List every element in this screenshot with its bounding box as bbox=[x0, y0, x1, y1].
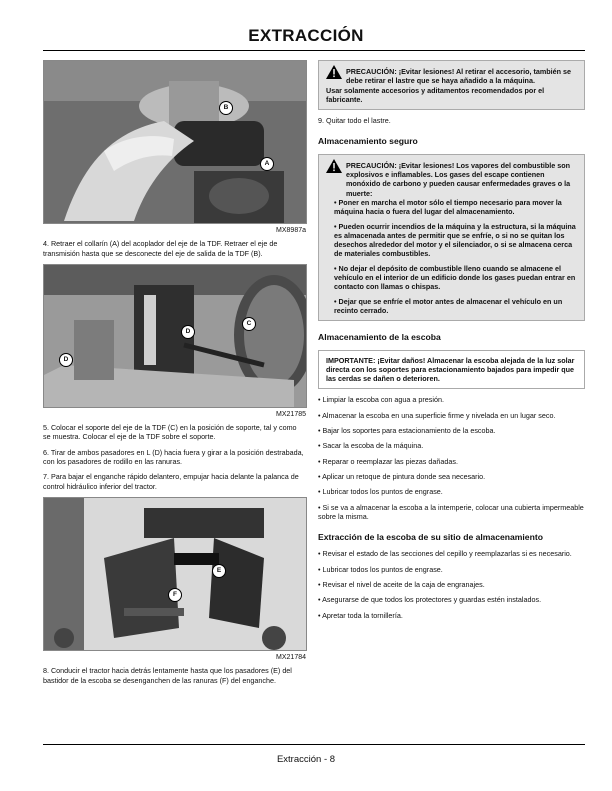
figure-pto-coupler bbox=[43, 60, 307, 224]
list-item: • Revisar el nivel de aceite de la caja de engranajes. bbox=[318, 579, 485, 589]
step-8: 8. Conducir el tractor hacia detrás lentamente hasta que los pasadores (E) del bastidor de la escoba se desenganchen de las ranuras (F) del enganche. bbox=[43, 666, 292, 685]
callout-a: A bbox=[260, 157, 274, 171]
footer-rule bbox=[43, 744, 585, 745]
list-item: • Reparar o reemplazar las piezas dañadas. bbox=[318, 456, 458, 466]
broom-hitch-photo bbox=[44, 498, 306, 650]
figure-caption: MX8987a bbox=[276, 227, 306, 234]
figure-pto-support bbox=[43, 264, 307, 408]
caution-bullet: • No dejar el depósito de combustible lleno cuando se almacene el vehículo en el interior de un edificio donde los gases puedan entrar en contacto con llamas o chispas. bbox=[334, 263, 576, 292]
right-column bbox=[318, 60, 585, 626]
list-item: • Asegurarse de que todos los protectores y guardas estén instalados. bbox=[318, 595, 542, 605]
list-item: • Limpiar la escoba con agua a presión. bbox=[318, 395, 444, 405]
left-column bbox=[43, 60, 306, 691]
list-item: • Apretar toda la tornillería. bbox=[318, 610, 403, 620]
step-5: 5. Colocar el soporte del eje de la TDF (C) en la posición de soporte, tal y como se muestra. Colocar el eje de la TDF sobre el soporte. bbox=[43, 423, 297, 442]
broom-storage-list bbox=[318, 395, 585, 521]
list-item: • Aplicar un retoque de pintura donde sea necesario. bbox=[318, 471, 486, 481]
list-item: • Si se va a almacenar la escoba a la intemperie, colocar una cubierta impermeable sobre la misma. bbox=[318, 502, 584, 521]
callout-b: B bbox=[219, 101, 233, 115]
list-item: • Lubricar todos los puntos de engrase. bbox=[318, 487, 443, 497]
list-item: • Sacar la escoba de la máquina. bbox=[318, 441, 424, 451]
figure-caption: MX21784 bbox=[276, 653, 306, 661]
callout-d-left: D bbox=[59, 353, 73, 367]
list-item: • Bajar los soportes para estacionamiento de la escoba. bbox=[318, 426, 496, 436]
callout-d: D bbox=[181, 325, 195, 339]
figure-broom-hitch bbox=[43, 497, 307, 651]
caution-text: Usar solamente accesorios y aditamentos recomendados por el fabricante. bbox=[326, 85, 545, 104]
callout-f: F bbox=[168, 588, 182, 602]
broom-removal-list bbox=[318, 549, 585, 619]
list-item: • Lubricar todos los puntos de engrase. bbox=[318, 564, 443, 574]
caution-bullet: • Pueden ocurrir incendios de la máquina y la estructura, si la máquina es almacenada antes de permitir que se enfríe, o si no se quitan los desechos alrededor del motor y el silenciador, o si se almacena cerca de materiales combustibles. bbox=[334, 221, 576, 259]
step-9: 9. Quitar todo el lastre. bbox=[318, 116, 391, 126]
caution-bullet: • Dejar que se enfríe el motor antes de almacenar el vehículo en un recinto cerrado. bbox=[334, 296, 563, 315]
callout-c: C bbox=[242, 317, 256, 331]
warning-triangle-icon bbox=[326, 159, 342, 173]
caution-text: PRECAUCIÓN: ¡Evitar lesiones! Los vapores del combustible son explosivos e inflamables. Los gases del escape contienen monóxido de carbono y pueden causar enfermedades graves o la muerte: bbox=[346, 160, 571, 198]
list-item: • Revisar el estado de las secciones del cepillo y reemplazarlas si es necesario. bbox=[318, 549, 572, 559]
header-rule bbox=[43, 50, 585, 51]
important-box bbox=[318, 350, 585, 390]
pto-coupler-photo bbox=[44, 61, 306, 223]
step-6: 6. Tirar de ambos pasadores en L (D) hacia fuera y girar a la posición destrabada, con los pasadores de rodillo en las ranuras. bbox=[43, 447, 304, 467]
figure-caption: MX21785 bbox=[276, 410, 306, 418]
caution-box-storage bbox=[318, 154, 585, 321]
step-4: 4. Retraer el collarín (A) del acoplador del eje de la TDF. Retraer el eje de transmisión hasta que se desconecte del eje de salida de la TDF (B). bbox=[43, 239, 278, 258]
pto-support-photo bbox=[44, 265, 306, 407]
caution-text: PRECAUCIÓN: ¡Evitar lesiones! Al retirar el accesorio, también se debe retirar el lastre que se haya añadido a la máquina. bbox=[346, 67, 572, 86]
section-heading: Almacenamiento de la escoba bbox=[318, 332, 441, 343]
section-heading: Almacenamiento seguro bbox=[318, 136, 418, 147]
page-title: EXTRACCIÓN bbox=[248, 26, 364, 45]
list-item: • Almacenar la escoba en una superficie firme y nivelada en un lugar seco. bbox=[318, 410, 556, 420]
section-heading: Extracción de la escoba de su sitio de almacenamiento bbox=[318, 532, 543, 543]
callout-e: E bbox=[212, 564, 226, 578]
page-footer: Extracción - 8 bbox=[276, 754, 336, 765]
caution-box-ballast bbox=[318, 60, 585, 110]
important-text: IMPORTANTE: ¡Evitar daños! Almacenar la escoba alejada de la luz solar directa con los soportes para estacionamiento bajados para impedir que las cerdas se dañen o deterioren. bbox=[326, 355, 575, 384]
step-7: 7. Para bajar el enganche rápido delantero, empujar hacia delante la palanca de control hidráulico inferior del tractor. bbox=[43, 472, 299, 491]
caution-bullet: • Poner en marcha el motor sólo el tiempo necesario para mover la máquina hacia o fuera del lugar del almacenamiento. bbox=[334, 197, 562, 217]
warning-triangle-icon bbox=[326, 65, 342, 79]
